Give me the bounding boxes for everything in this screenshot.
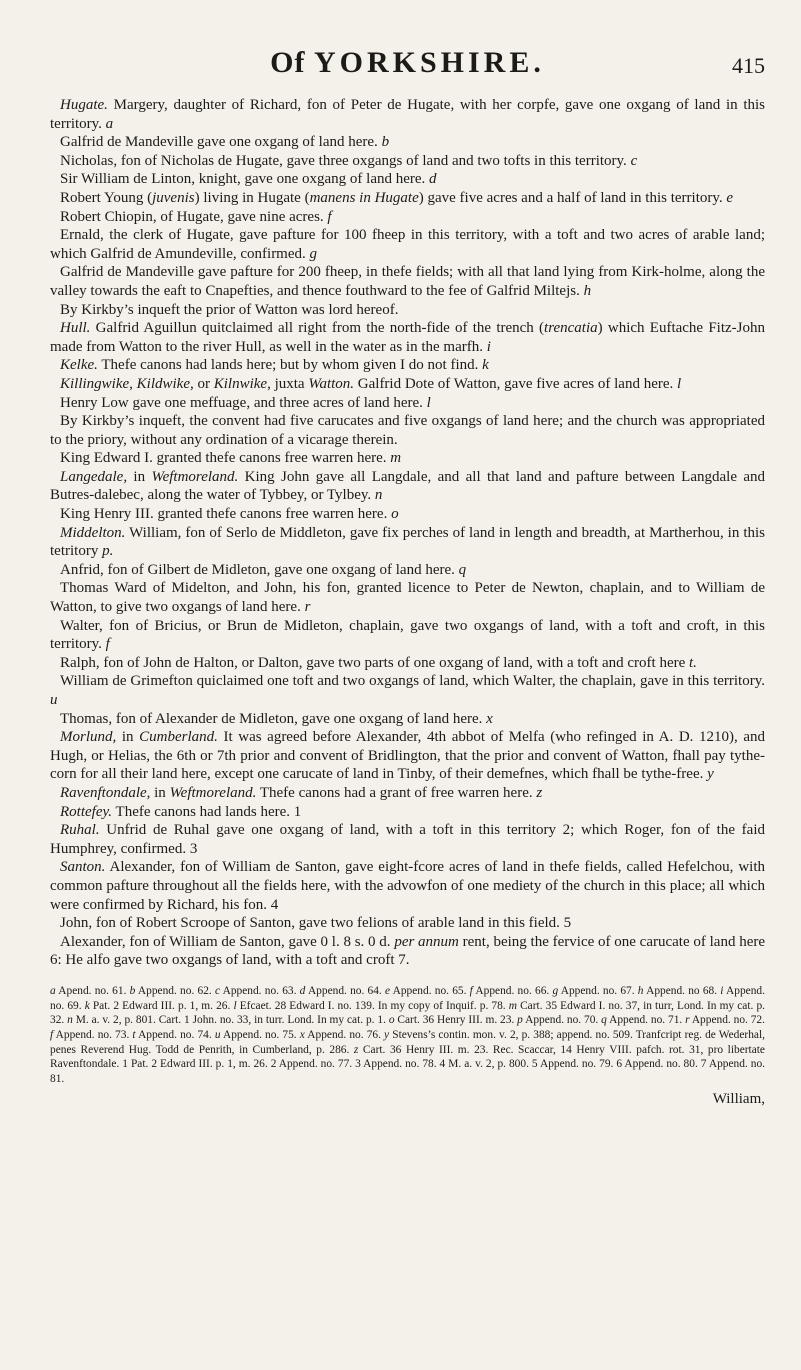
- text-run: x: [299, 1029, 305, 1042]
- text-run: manens in Hugate: [309, 189, 419, 206]
- text-run: f: [469, 984, 473, 997]
- text-run: m: [508, 999, 517, 1012]
- paragraph: [50, 654, 765, 673]
- running-title: [50, 40, 765, 86]
- paragraph: [50, 133, 765, 152]
- text-run: Galfrid de Mandeville gave one oxgang of land here.: [60, 134, 382, 151]
- paragraph: [50, 858, 765, 914]
- paragraph: [50, 412, 765, 449]
- text-run: Cart. 36 Henry III. m. 23.: [394, 1014, 518, 1027]
- text-run: ) gave five acres and a half of land in this territory.: [418, 189, 727, 206]
- text-run: Append. no. 64.: [305, 984, 385, 997]
- text-run: Append. no. 73.: [53, 1029, 133, 1042]
- text-run: i: [720, 984, 724, 997]
- text-run: Cart. 35 Edward I. no. 37, in turr, Lond. In my cat. p. 32.: [50, 999, 765, 1027]
- text-run: juvenis: [152, 189, 195, 206]
- paragraph: [50, 96, 765, 133]
- text-run: Hugate.: [60, 97, 108, 113]
- paragraph: [50, 301, 765, 320]
- text-run: b: [129, 984, 136, 997]
- text-run: M. a. v. 2, p. 801. Cart. 1 John. no. 33, in turr. Lond. In my cat. p. 1.: [72, 1014, 389, 1027]
- text-run: r: [685, 1014, 690, 1027]
- text-run: King Edward I. granted thefe canons free warren here.: [60, 450, 391, 467]
- text-run: ) living in Hugate (: [194, 189, 310, 206]
- text-run: Morlund,: [60, 729, 117, 746]
- text-run: Killingwike, Kildwike,: [60, 375, 194, 392]
- text-run: John, fon of Robert Scroope of Santon, gave two felions of arable land in this field. 5: [60, 915, 572, 932]
- text-run: g: [309, 245, 318, 262]
- paragraph: [50, 803, 765, 822]
- text-run: Thefe canons had a grant of free warren here.: [256, 784, 537, 801]
- text-run: a: [50, 984, 56, 997]
- text-run: in: [127, 468, 152, 485]
- text-run: Hull.: [60, 320, 91, 337]
- text-run: Watton.: [308, 375, 355, 392]
- text-run: or: [193, 375, 214, 392]
- text-run: o: [388, 1014, 395, 1027]
- text-run: a: [105, 115, 114, 132]
- text-run: f: [327, 208, 332, 225]
- text-run: Nicholas, fon of Nicholas de Hugate, gave three oxgangs of land and two tofts in this territory.: [60, 152, 631, 169]
- text-run: d: [299, 984, 306, 997]
- paragraph: [50, 356, 765, 375]
- text-run: h: [583, 282, 592, 299]
- text-run: By Kirkby’s inqueft the prior of Watton was lord hereof.: [60, 301, 399, 318]
- text-run: Sir William de Linton, knight, gave one oxgang of land here.: [60, 171, 430, 188]
- text-run: z: [353, 1043, 359, 1056]
- text-run: Rottefey.: [60, 803, 113, 820]
- paragraph: [50, 672, 765, 709]
- text-run: Weftmoreland.: [169, 784, 257, 801]
- text-run: z: [536, 784, 543, 801]
- text-run: Langedale,: [60, 468, 128, 485]
- text-run: per annum: [394, 933, 459, 950]
- text-run: Thefe canons had lands here. 1: [112, 803, 302, 820]
- book-page: [50, 40, 765, 1108]
- text-run: n: [374, 487, 383, 504]
- text-run: Cumberland.: [139, 729, 218, 746]
- text-run: Ralph, fon of John de Halton, or Dalton, gave two parts of one oxgang of land, with a toft and croft here: [60, 654, 690, 671]
- paragraph: [50, 208, 765, 227]
- text-run: Append. no. 76.: [304, 1029, 385, 1042]
- text-run: Cart. 36 Henry III. m. 23. Rec. Scaccar, 14 Henry VIII. pafch. rot. 31, pro libertate Ravenftondale. 1 Pat. 2 Edward III. p. 1, m. 26. 2 Append. no. 77. 3 Append. no. 78. 4 M. a. v. 2, p. 800. 5 Append. no. 79. 6 Append. no. 80. 7 Append. no. 81.: [50, 1043, 765, 1086]
- text-run: Stevens’s contin. mon. v. 2, p. 388; append. no. 509. Tranfcript reg. de Wederhal, penes Reverend Hug. Todd de Penrith, in Cumberland, p. 286.: [50, 1029, 765, 1056]
- page-number: 415: [732, 53, 765, 78]
- text-run: q: [458, 561, 467, 578]
- paragraph: [50, 784, 765, 803]
- text-run: d: [429, 171, 437, 188]
- text-run: Alexander, fon of William de Santon, gave eight-fcore acres of land in thefe fields, called Hefelchou, with common pafture throughout all the fields here, with the advowfon of one mediety of the church in this place; all which were confirmed by Richard, his fon. 4: [50, 859, 765, 913]
- paragraph: [50, 617, 765, 654]
- text-run: n: [67, 1014, 73, 1027]
- text-run: King John gave all Langdale, and all that land and pafture between Langdale and Butres-dalebec, along the water of Tybbey, or Tylbey.: [50, 468, 766, 504]
- text-run: e: [384, 984, 391, 997]
- text-run: Append. no. 66.: [472, 984, 553, 997]
- text-run: u: [214, 1029, 221, 1042]
- paragraph: [50, 914, 765, 933]
- text-run: c: [630, 152, 638, 169]
- text-run: Append. no. 69.: [50, 984, 765, 1012]
- text-run: t: [132, 1029, 136, 1042]
- text-run: Append. no. 74.: [135, 1029, 215, 1042]
- text-run: Walter, fon of Bricius, or Brun de Midleton, chaplain, gave two oxgangs of land, with a toft and croft, in this territory.: [50, 617, 765, 653]
- text-run: Apend. no. 61.: [55, 984, 130, 997]
- paragraph: [50, 449, 765, 468]
- text-run: in: [116, 729, 140, 746]
- text-run: Santon.: [60, 859, 106, 876]
- text-run: Unfrid de Ruhal gave one oxgang of land, with a toft in this territory 2; which Roger, fon of the faid Humphrey, confirmed. 3: [50, 822, 765, 857]
- text-run: in: [150, 784, 170, 801]
- text-run: b: [381, 134, 390, 151]
- text-run: Kilnwike,: [213, 375, 271, 392]
- paragraph: [50, 524, 765, 561]
- running-title-main: YORKSHIRE.: [313, 46, 545, 79]
- text-run: ) which Euftache Fitz-John made from Watton to the river Hull, as well in the water as in the marfh.: [50, 320, 766, 355]
- text-run: o: [391, 506, 399, 523]
- paragraph: [50, 821, 765, 858]
- text-run: y: [384, 1029, 390, 1042]
- text-run: Append. no. 63.: [220, 984, 300, 997]
- text-run: Append. no. 75.: [220, 1029, 300, 1042]
- text-run: Append. no. 65.: [390, 984, 470, 997]
- text-run: Ruhal.: [60, 822, 100, 839]
- paragraph: [50, 319, 765, 356]
- text-run: q: [601, 1014, 607, 1027]
- text-run: Ravenftondale,: [60, 784, 151, 801]
- text-run: Middelton.: [60, 524, 126, 541]
- footnotes: [50, 984, 765, 1087]
- text-run: Thefe canons had lands here; but by whom given I do not find.: [97, 357, 483, 374]
- text-run: Galfrid Dote of Watton, gave five acres of land here.: [354, 375, 677, 392]
- text-run: l: [677, 375, 682, 392]
- text-run: m: [390, 450, 402, 467]
- text-run: u: [50, 692, 58, 708]
- text-run: By Kirkby’s inqueft, the convent had five carucates and five oxgangs of land here; and the church was appropriated to the priory, without any ordination of a vicarage therein.: [50, 413, 765, 448]
- text-run: King Henry III. granted thefe canons free warren here.: [60, 506, 392, 523]
- paragraph: [50, 505, 765, 524]
- catchword: William,: [712, 1090, 765, 1107]
- text-run: Galfrid Aguillun quitclaimed all right from the north-fide of the trench (: [90, 320, 545, 337]
- text-run: Thomas Ward of Midelton, and John, his fon, granted licence to Peter de Newton, chaplain, and to William de Watton, to give two oxgangs of land here.: [50, 580, 765, 616]
- text-run: William de Grimefton quiclaimed one toft and two oxgangs of land, which Walter, the chaplain, gave in this territory.: [60, 673, 765, 690]
- text-run: r: [304, 599, 311, 616]
- text-run: l: [233, 999, 237, 1012]
- text-run: rent, being the fervice of one carucate of land here 6: He alfo gave two oxgangs of land, with a toft and croft 7.: [50, 933, 766, 969]
- paragraph: [50, 170, 765, 189]
- text-run: c: [214, 984, 221, 997]
- text-run: Margery, daughter of Richard, fon of Peter de Hugate, with her corpfe, gave one oxgang of land in this territory.: [50, 97, 765, 132]
- paragraph: [50, 394, 765, 413]
- text-run: Append. no. 72.: [689, 1014, 765, 1027]
- text-run: juxta: [270, 375, 309, 392]
- text-run: trencatia: [544, 320, 598, 337]
- running-title-prefix: Of: [270, 46, 314, 79]
- text-run: Ernald, the clerk of Hugate, gave pafture for 100 fheep in this territory, with a toft and two acres of arable land; which Galfrid de Amundeville, confirmed.: [50, 227, 765, 262]
- text-run: f: [50, 1029, 54, 1042]
- paragraph: [50, 189, 765, 208]
- text-run: Henry Low gave one meffuage, and three acres of land here.: [60, 394, 427, 411]
- text-run: Append. no. 62.: [135, 984, 215, 997]
- paragraph: [50, 263, 765, 300]
- text-run: Kelke.: [60, 357, 98, 374]
- text-run: x: [486, 710, 493, 727]
- text-run: Weftmoreland.: [151, 468, 239, 485]
- paragraph: [50, 933, 765, 970]
- text-run: l: [426, 394, 431, 411]
- text-run: i: [486, 338, 491, 355]
- text-run: Robert Young (: [60, 189, 153, 206]
- text-run: Pat. 2 Edward III. p. 1, m. 26.: [89, 999, 234, 1012]
- text-run: It was agreed before Alexander, 4th abbot of Melfa (who refinged in A. D. 1210), and Hugh, or Helias, the 6th or 7th prior and convent of Bridlington, that the prior and convent of Watton, fhall pay tythe-corn for all their land here, except one carucate of land in Tinby, of their demefnes, which fhall be tythe-free.: [50, 729, 765, 783]
- text-run: Robert Chiopin, of Hugate, gave nine acres.: [60, 208, 328, 225]
- text-run: y: [707, 766, 714, 783]
- paragraph: [50, 152, 765, 171]
- text-run: Anfrid, fon of Gilbert de Midleton, gave one oxgang of land here.: [60, 561, 459, 578]
- text-run: Alexander, fon of William de Santon, gave 0 l. 8 s. 0 d.: [60, 933, 395, 950]
- paragraph: [50, 375, 765, 394]
- text-run: Append. no 68.: [643, 984, 721, 997]
- text-run: William, fon of Serlo de Middleton, gave fix perches of land in length and breadth, at Martherhou, in this tetritory: [50, 524, 765, 560]
- text-run: k: [84, 999, 90, 1012]
- text-run: Thomas, fon of Alexander de Midleton, gave one oxgang of land here.: [60, 710, 487, 727]
- page-header: [50, 40, 765, 86]
- paragraph: [50, 728, 765, 784]
- text-run: Append. no. 71.: [606, 1014, 686, 1027]
- paragraph: [50, 710, 765, 729]
- body-text: [50, 96, 765, 970]
- text-run: k: [482, 357, 489, 374]
- text-run: f: [105, 636, 110, 653]
- text-run: h: [637, 984, 644, 997]
- paragraph: [50, 226, 765, 263]
- text-run: Efcaet. 28 Edward I. no. 139. In my copy of Inquif. p. 78.: [236, 999, 509, 1012]
- paragraph: [50, 561, 765, 580]
- text-run: Append. no. 70.: [522, 1014, 602, 1027]
- text-run: e: [726, 189, 734, 206]
- paragraph: [50, 579, 765, 616]
- text-run: Append. no. 67.: [558, 984, 638, 997]
- text-run: t.: [689, 654, 697, 671]
- text-run: p: [517, 1014, 523, 1027]
- paragraph: [50, 468, 765, 505]
- text-run: Galfrid de Mandeville gave pafture for 200 fheep, in thefe fields; with all that land lying from Kirk-holme, along the valley towards the eaft to Cnapefties, and thence fouthward to the fee of Galfrid Miltejs.: [50, 264, 765, 299]
- text-run: g: [552, 984, 559, 997]
- text-run: p.: [102, 543, 114, 560]
